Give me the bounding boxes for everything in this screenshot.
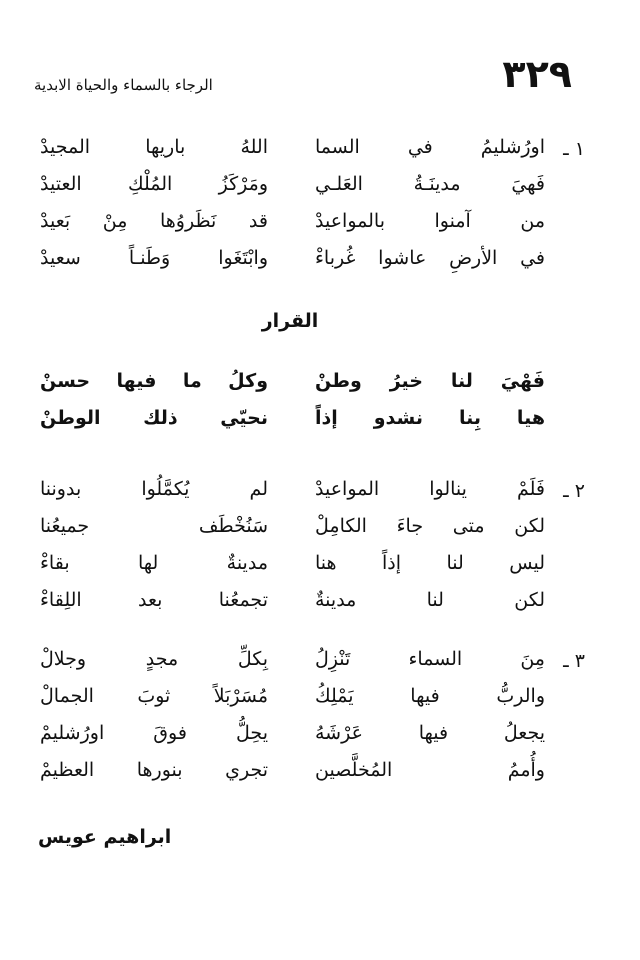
verse-line [40,210,585,247]
verse-line [40,407,585,444]
verse-line [40,370,585,407]
hemistich-right: فَهيَ مدينَـةُ العَلـي [315,173,545,195]
hemistich-right: من آمنوا بالمواعيدْ [315,210,545,232]
hemistich-right: في الأرضِ عاشوا غُرباءْ [315,247,545,269]
stanza-1 [40,136,585,284]
verse-line [40,552,585,589]
hemistich-right: مِنَ السماء تَنْزِلُ [315,648,545,670]
hemistich-left: وكلُ ما فيها حسنْ [40,370,268,392]
hemistich-left: مدينةٌ لها بقاءْ [40,552,268,574]
hemistich-left: لم يُكمَّلُوا بدوننا [40,478,268,500]
hemistich-left: تجمعُنا بعد اللِقاءْ [40,589,268,611]
page-header-title: الرجاء بالسماء والحياة الابدية [34,76,213,94]
hemistich-left: نحيّي ذلك الوطنْ [40,407,268,429]
hemistich-left: ومَرْكَزُ المُلْكِ العتيدْ [40,173,268,195]
hemistich-right: لكن متى جاءَ الكامِلْ [315,515,545,537]
hemistich-right: اورُشليمُ في السما [315,136,545,158]
page-number: ٣٢٩ [502,52,572,96]
hemistich-left: يحِلُّ فوقَ اورُشليمْ [40,722,268,744]
chorus-title: القرار [261,310,319,332]
chorus [40,370,585,444]
verse-line [40,685,585,722]
stanza-number: ٢ ـ [563,480,585,502]
hemistich-right: فَهْيَ لنا خيرُ وطنْ [315,370,545,392]
stanza-3 [40,648,585,796]
verse-line [40,759,585,796]
verse-line [40,478,585,515]
verse-line [40,173,585,210]
stanza-number: ٣ ـ [563,650,585,672]
verse-line [40,136,585,173]
hemistich-left: اللهُ باريها المجيدْ [40,136,268,158]
hemistich-right: يجعلُ فيها عَرْشَهُ [315,722,545,744]
author-name: ابراهيم عويس [38,826,172,848]
hemistich-left: بِكلِّ مجدٍ وجلالْ [40,648,268,670]
verse-line [40,589,585,626]
verse-line [40,648,585,685]
hemistich-left: مُسَرْبَلاً ثوبَ الجمالْ [40,685,268,707]
verse-line [40,722,585,759]
hemistich-right: ليس لنا إذاً هنا [315,552,545,574]
verse-line [40,247,585,284]
hemistich-right: هيا بِنا نشدو إذاً [315,407,545,429]
hemistich-left: وابْتَغَوا وَطَنـاً سعيدْ [40,247,268,269]
hemistich-left: تجري بنورها العظيمْ [40,759,268,781]
hemistich-right: والربُّ فيها يَمْلِكُ [315,685,545,707]
hemistich-left: سَنُخْطَف جميعُنا [40,515,268,537]
hemistich-right: وأُممُ المُخلَّصين [315,759,545,781]
stanza-number: ١ ـ [563,138,585,160]
hemistich-left: قد نَظَروُها مِنْ بَعيدْ [40,210,268,232]
verse-line [40,515,585,552]
hemistich-right: فَلَمْ ينالوا المواعيدْ [315,478,545,500]
stanza-2 [40,478,585,626]
hemistich-right: لكن لنا مدينةٌ [315,589,545,611]
